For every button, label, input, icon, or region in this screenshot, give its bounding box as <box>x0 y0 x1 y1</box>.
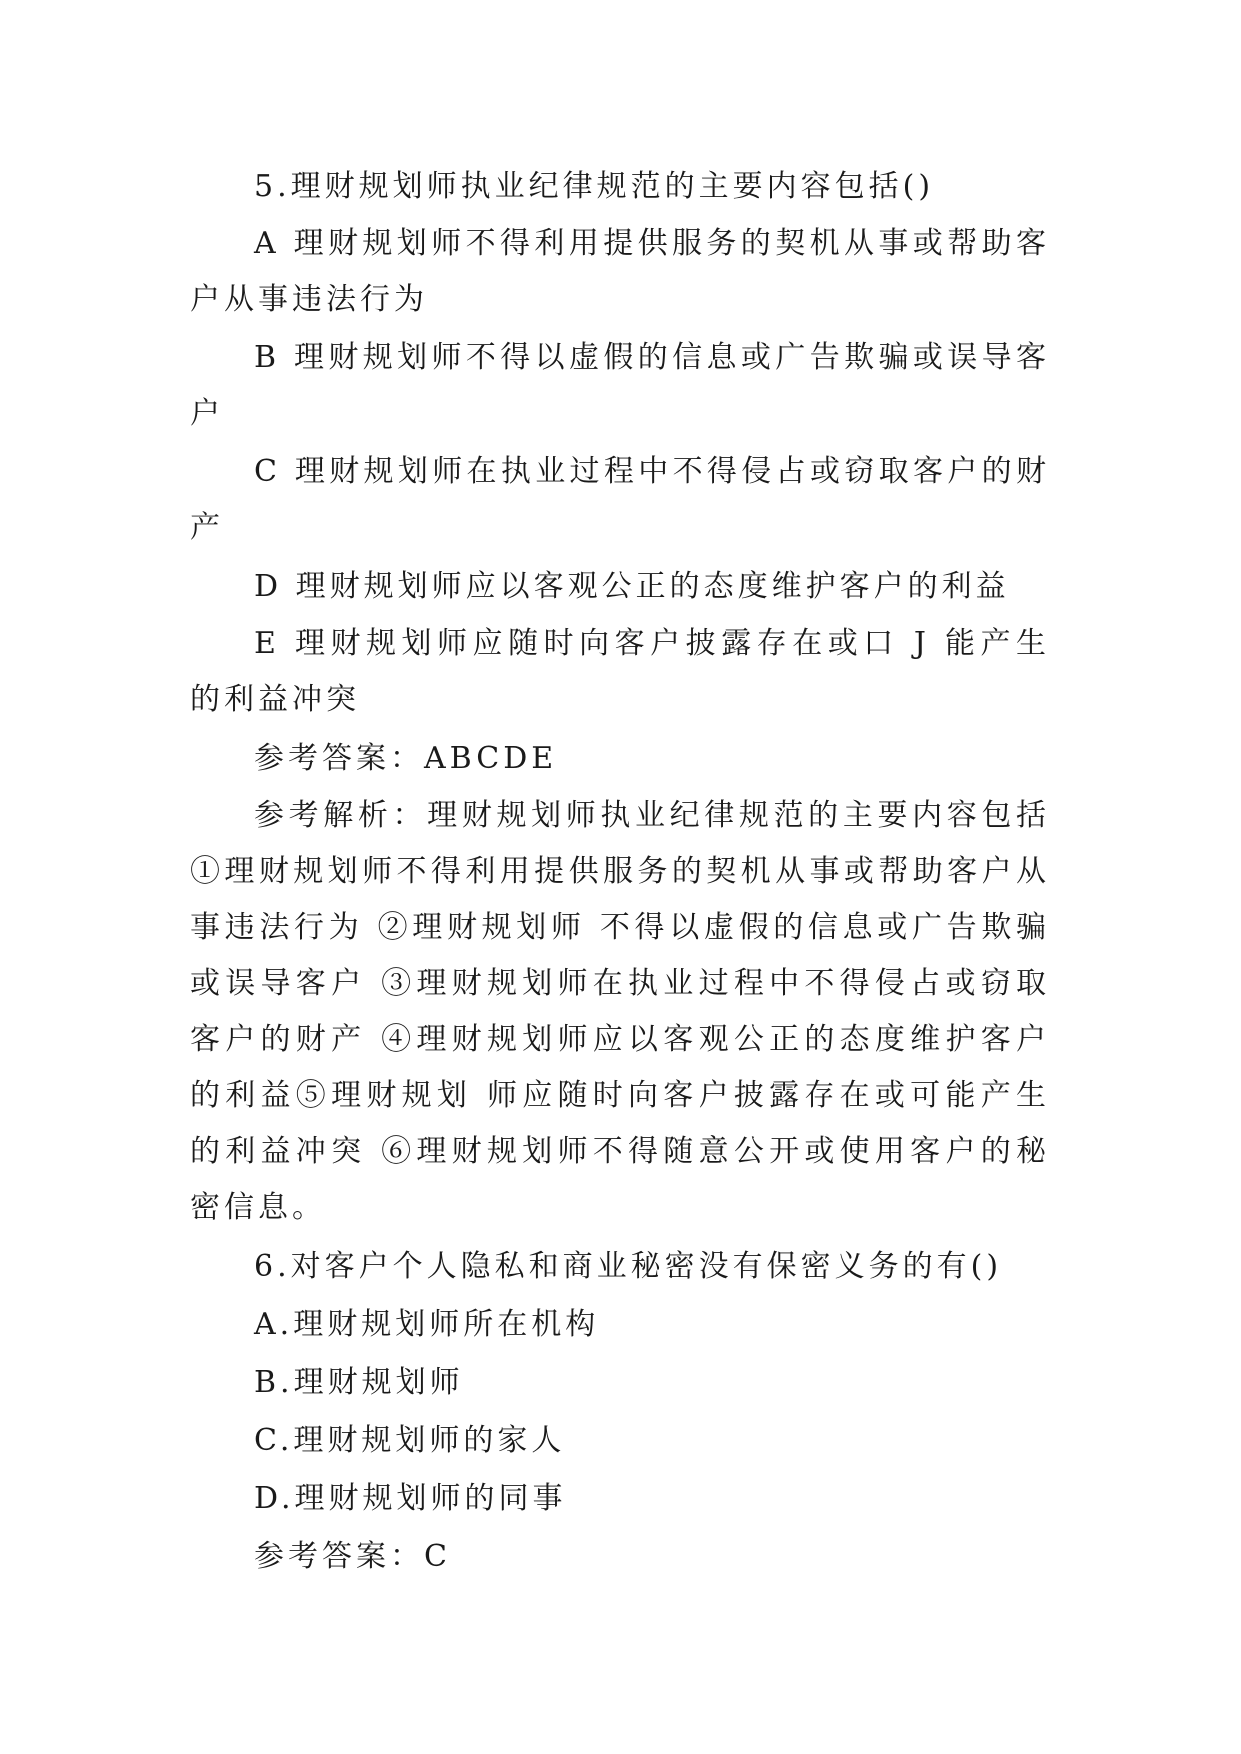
question-6-option-a: A.理财规划师所在机构 <box>254 1307 600 1342</box>
question-5-option-b: B 理财规划师不得以虚假的信息或广告欺骗或误导客户 <box>190 340 1050 431</box>
question-5-analysis: 参考解析：理财规划师执业纪律规范的主要内容包括①理财规划师不得利用提供服务的契机从事或帮助客户从事违法行为 ②理财规划师 不得以虚假的信息或广告欺骗或误导客户 ③理财规划师在执业过程中不得侵占或窃取客户的财产 ④理财规划师应以客观公正的态度维护客户的利益⑤理财规划 师应随时向客户披露存在或可能产生的利益冲突 ⑥理财规划师不得随意公开或使用客户的秘密信息。 <box>190 798 1050 1225</box>
question-5-option-d: D 理财规划师应以客观公正的态度维护客户的利益 <box>254 569 1010 604</box>
document-body <box>190 158 1050 1586</box>
question-5-stem: 5.理财规划师执业纪律规范的主要内容包括() <box>254 169 935 204</box>
question-5-option-e: E 理财规划师应随时向客户披露存在或口 J 能产生的利益冲突 <box>190 626 1050 717</box>
question-5-answer: 参考答案：ABCDE <box>254 741 558 776</box>
question-6-option-d: D.理财规划师的同事 <box>254 1481 567 1516</box>
question-6-option-c: C.理财规划师的家人 <box>254 1423 566 1458</box>
question-6-option-b: B.理财规划师 <box>254 1365 464 1400</box>
question-5-option-a: A 理财规划师不得利用提供服务的契机从事或帮助客户从事违法行为 <box>190 226 1050 317</box>
question-5-option-c: C 理财规划师在执业过程中不得侵占或窃取客户的财产 <box>190 454 1050 545</box>
question-6-stem: 6.对客户个人隐私和商业秘密没有保密义务的有() <box>254 1249 1003 1284</box>
question-6-answer: 参考答案：C <box>254 1539 451 1574</box>
